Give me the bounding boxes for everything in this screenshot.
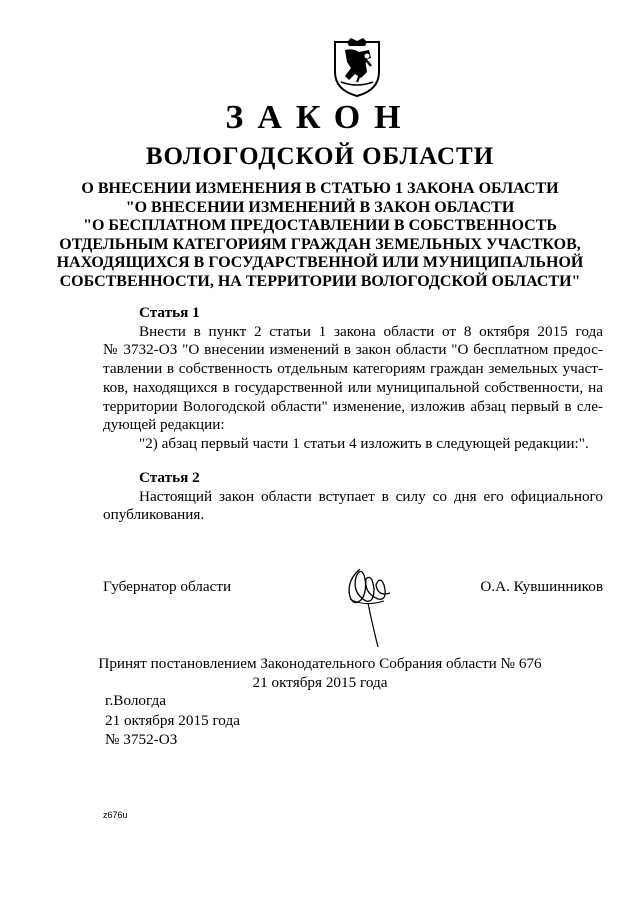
heading-line: "О ВНЕСЕНИИ ИЗМЕНЕНИЙ В ЗАКОН ОБЛАСТИ (125, 198, 515, 216)
signatory-position: Губернатор области (103, 578, 232, 595)
law-number: № 3752-ОЗ (105, 731, 178, 748)
heading-line: О ВНЕСЕНИИ ИЗМЕНЕНИЯ В СТАТЬЮ 1 ЗАКОНА ОБЛАСТИ (81, 180, 559, 197)
article-2 (103, 469, 603, 525)
article-1 (103, 304, 603, 454)
coat-of-arms-emblem (331, 38, 383, 98)
heading-line: ОТДЕЛЬНЫМ КАТЕГОРИЯМ ГРАЖДАН ЗЕМЕЛЬНЫХ УЧАСТКОВ, (59, 235, 581, 253)
article-1-line: территории Вологодской области" изменение, изложив абзац первый в сле- (103, 397, 603, 415)
article-1-line: Внести в пункт 2 статьи 1 закона области от 8 октября 2015 года (139, 322, 603, 340)
article-2-line: опубликования. (103, 506, 205, 524)
signatory-name: О.А. Кувшинников (480, 578, 603, 595)
article-1-line: "2) абзац первый части 1 статьи 4 изложить в следующей редакции:". (139, 434, 589, 452)
article-1-line: ков, находящихся в государственной или муниципальной собственности, на (103, 378, 603, 396)
document-title: ЗАКОН (225, 99, 415, 136)
article-2-line: Настоящий закон области вступает в силу со дня его официального (139, 487, 603, 505)
article-2-heading: Статья 2 (139, 469, 200, 486)
city: г.Вологда (105, 692, 166, 709)
article-1-line: дующей редакции: (103, 416, 225, 434)
heading-line: "О БЕСПЛАТНОМ ПРЕДОСТАВЛЕНИИ В СОБСТВЕННОСТЬ (83, 217, 557, 234)
law-date: 21 октября 2015 года (105, 711, 240, 729)
footer-code: z676u (103, 810, 128, 820)
law-heading (0, 180, 640, 291)
heading-line: НАХОДЯЩИХСЯ В ГОСУДАРСТВЕННОЙ ИЛИ МУНИЦИПАЛЬНОЙ (56, 254, 584, 271)
article-1-line: № 3732-ОЗ "О внесении изменений в закон области "О бесплатном предос- (103, 341, 603, 359)
article-1-heading: Статья 1 (139, 304, 200, 321)
adoption-line-1: Принят постановлением Законодательного Собрания области № 676 (98, 655, 542, 672)
handwritten-signature (338, 563, 398, 649)
place-and-date (105, 691, 240, 750)
adoption-note (0, 654, 640, 692)
document-region: ВОЛОГОДСКОЙ ОБЛАСТИ (145, 143, 495, 170)
adoption-line-2: 21 октября 2015 года (252, 674, 388, 691)
heading-line: СОБСТВЕННОСТИ, НА ТЕРРИТОРИИ ВОЛОГОДСКОЙ ОБЛАСТИ" (59, 272, 581, 290)
article-1-line: тавлении в собственность отдельным категориям граждан земельных участ- (103, 360, 603, 378)
